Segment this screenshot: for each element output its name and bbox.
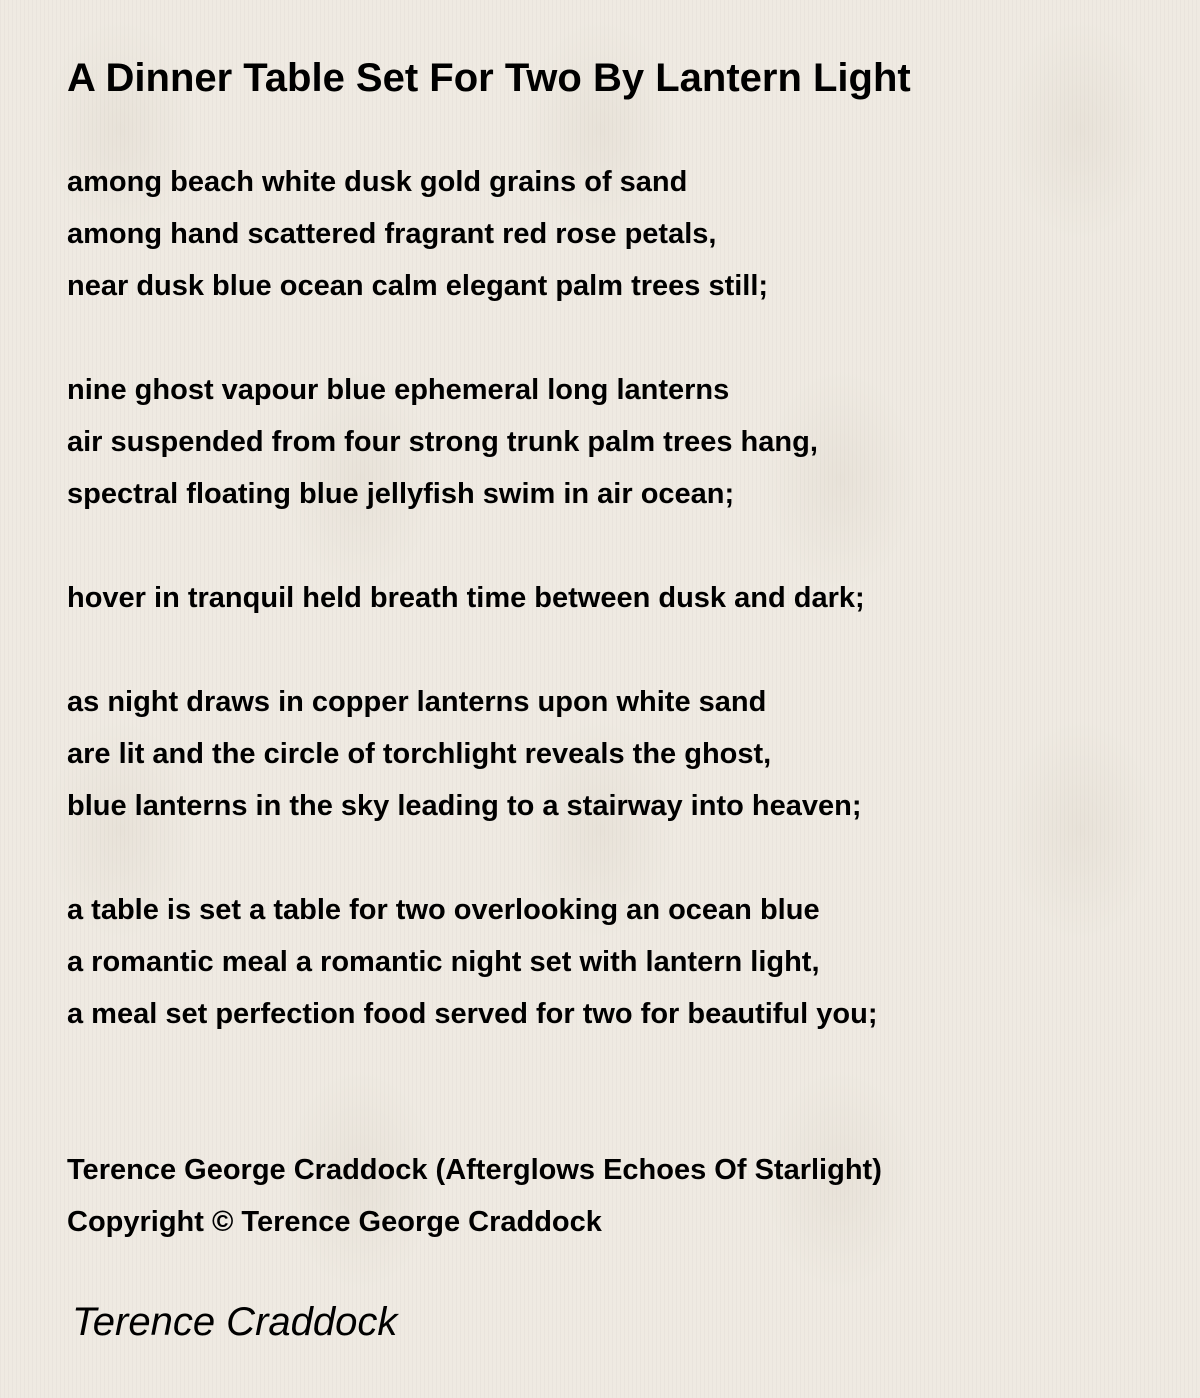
stanza-2: [67, 364, 1147, 520]
poem-line: among hand scattered fragrant red rose petals,: [67, 218, 717, 250]
stanza-1: [67, 156, 1147, 312]
poem-line: a romantic meal a romantic night set with lantern light,: [67, 946, 820, 978]
poem-body: [67, 156, 1147, 1040]
poem-line: nine ghost vapour blue ephemeral long lanterns: [67, 374, 730, 406]
poem-line: spectral floating blue jellyfish swim in air ocean;: [67, 478, 735, 510]
poem-line: near dusk blue ocean calm elegant palm trees still;: [67, 270, 769, 302]
stanza-5: [67, 884, 1147, 1040]
stanza-4: [67, 676, 1147, 832]
poem-title: A Dinner Table Set For Two By Lantern Light: [67, 56, 911, 100]
poem-page: [67, 52, 1147, 1248]
author-signature: Terence Craddock: [72, 1300, 398, 1344]
poem-credits: [67, 1144, 1147, 1248]
poem-line: a table is set a table for two overlooking an ocean blue: [67, 894, 820, 926]
poem-line: hover in tranquil held breath time between dusk and dark;: [67, 582, 865, 614]
poem-line: a meal set perfection food served for two for beautiful you;: [67, 998, 878, 1030]
poem-line: as night draws in copper lanterns upon white sand: [67, 686, 767, 718]
author-credit: Terence George Craddock (Afterglows Echoes Of Starlight): [67, 1154, 882, 1186]
poem-line: blue lanterns in the sky leading to a stairway into heaven;: [67, 790, 862, 822]
copyright-notice: Copyright © Terence George Craddock: [67, 1206, 602, 1238]
poem-line: among beach white dusk gold grains of sand: [67, 166, 688, 198]
poem-line: are lit and the circle of torchlight reveals the ghost,: [67, 738, 772, 770]
poem-line: air suspended from four strong trunk palm trees hang,: [67, 426, 818, 458]
stanza-3: [67, 572, 1147, 624]
